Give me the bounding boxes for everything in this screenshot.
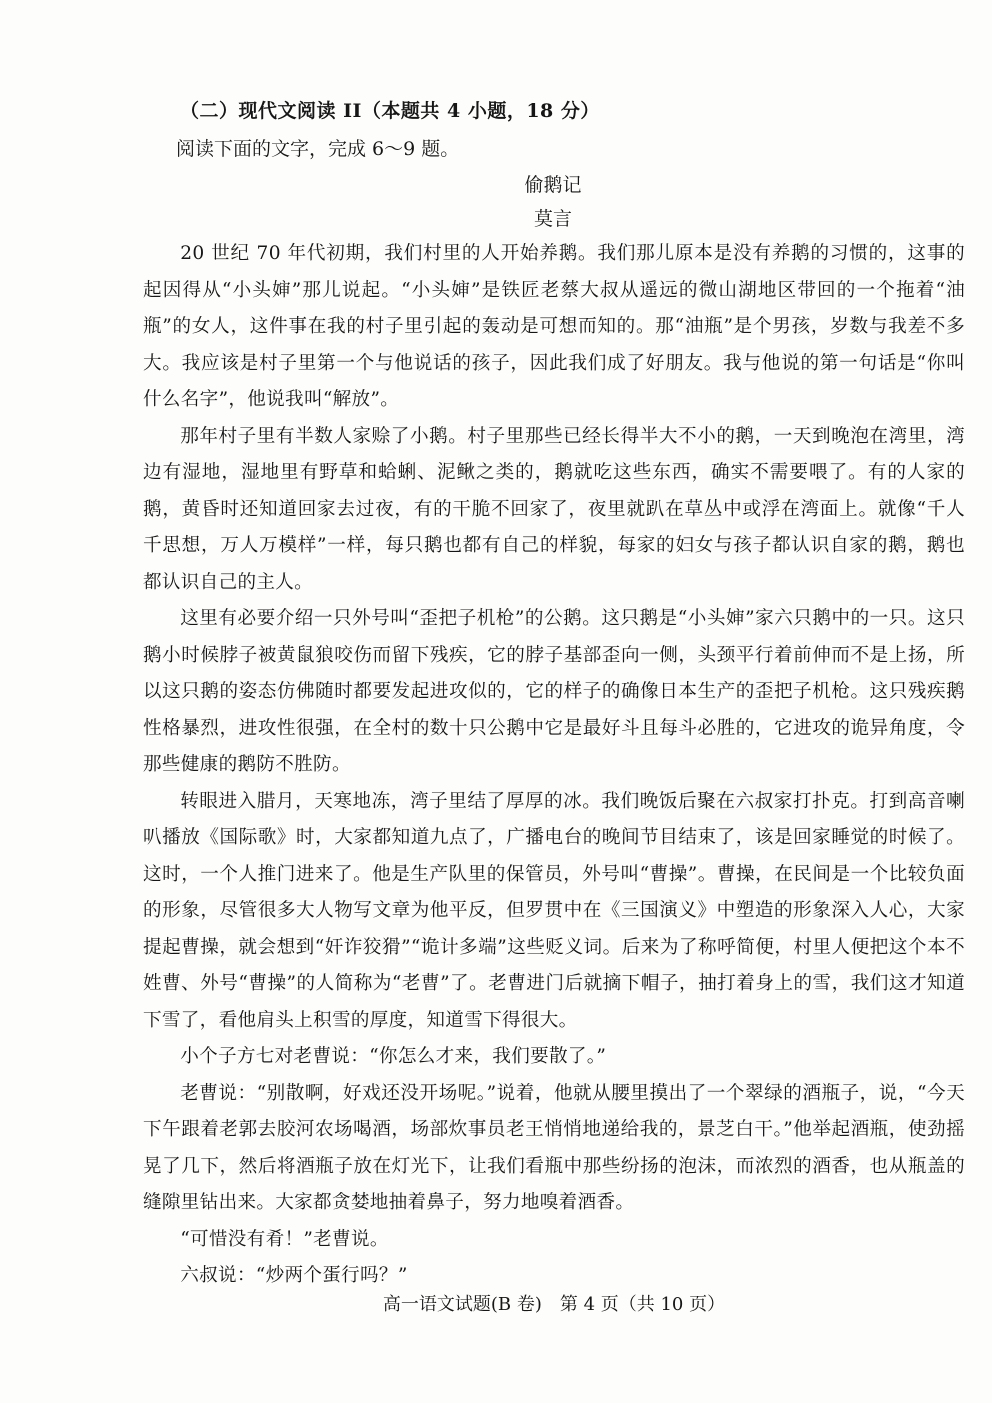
page-footer: 高一语文试题(B 卷) 第 4 页（共 10 页）: [382, 1294, 726, 1315]
article-author: 莫言: [533, 208, 572, 230]
section-heading: （二）现代文阅读 II（本题共 4 小题，18 分）: [180, 100, 600, 122]
article-paragraph: 20 世纪 70 年代初期，我们村里的人开始养鹅。我们那儿原本是没有养鹅的习惯的，这事的起因得从“小头婶”那儿说起。“小头婶”是铁匠老蔡大叔从遥远的微山湖地区带回的一个拖着“油瓶”的女人，这件事在我的村子里引起的轰动是可想而知的。那“油瓶”是个男孩，岁数与我差不多大。我应该是村子里第一个与他说话的孩子，因此我们成了好朋友。我与他说的第一句话是“你叫什么名字”，他说我叫“解放”。: [143, 243, 965, 410]
article-title: 偷鹅记: [524, 174, 582, 196]
article-paragraph: 小个子方七对老曹说：“你怎么才来，我们要散了。”: [180, 1046, 607, 1067]
article-paragraph: “可惜没有肴！”老曹说。: [180, 1228, 389, 1250]
article-paragraph: 这里有必要介绍一只外号叫“歪把子机枪”的公鹅。这只鹅是“小头婶”家六只鹅中的一只。这只鹅小时候脖子被黄鼠狼咬伤而留下残疾，它的脖子基部歪向一侧，头颈平行着前伸而不是上扬，所以这只鹅的姿态仿佛随时都要发起进攻似的，它的样子的确像日本生产的歪把子机枪。这只残疾鹅性格暴烈，进攻性很强，在全村的数十只公鹅中它是最好斗且每斗必胜的，它进攻的诡异角度，令那些健康的鹅防不胜防。: [143, 608, 965, 775]
article-body: [143, 236, 965, 1295]
article-paragraph: 六叔说：“炒两个蛋行吗？”: [180, 1265, 408, 1286]
reading-instruction: 阅读下面的文字，完成 6～9 题。: [176, 138, 460, 160]
article-paragraph: 那年村子里有半数人家赊了小鹅。村子里那些已经长得半大不小的鹅，一天到晚泡在湾里，湾边有湿地，湿地里有野草和蛤蜊、泥鳅之类的，鹅就吃这些东西，确实不需要喂了。有的人家的鹅，黄昏时还知道回家去过夜，有的干脆不回家了，夜里就趴在草丛中或浮在湾面上。就像“千人千思想，万人万模样”一样，每只鹅也都有自己的样貌，每家的妇女与孩子都认识自家的鹅，鹅也都认识自己的主人。: [143, 425, 965, 593]
article-paragraph: 转眼进入腊月，天寒地冻，湾子里结了厚厚的冰。我们晚饭后聚在六叔家打扑克。打到高音喇叭播放《国际歌》时，大家都知道九点了，广播电台的晚间节目结束了，该是回家睡觉的时候了。这时，一个人推门进来了。他是生产队里的保管员，外号叫“曹操”。曹操，在民间是一个比较负面的形象，尽管很多大人物写文章为他平反，但罗贯中在《三国演义》中塑造的形象深入人心，大家提起曹操，就会想到“奸诈狡猾”“诡计多端”这些贬义词。后来为了称呼简便，村里人便把这个本不姓曹、外号“曹操”的人简称为“老曹”了。老曹进门后就摘下帽子，抽打着身上的雪，我们这才知道下雪了，看他肩头上积雪的厚度，知道雪下得很大。: [143, 790, 965, 1031]
article-paragraph: 老曹说：“别散啊，好戏还没开场呢。”说着，他就从腰里摸出了一个翠绿的酒瓶子，说，“今天下午跟着老郭去胶河农场喝酒，场部炊事员老王悄悄地递给我的，景芝白干。”他举起酒瓶，使劲摇晃了几下，然后将酒瓶子放在灯光下，让我们看瓶中那些纷扬的泡沫，而浓烈的酒香，也从瓶盖的缝隙里钻出来。大家都贪婪地抽着鼻子，努力地嗅着酒香。: [143, 1082, 965, 1213]
